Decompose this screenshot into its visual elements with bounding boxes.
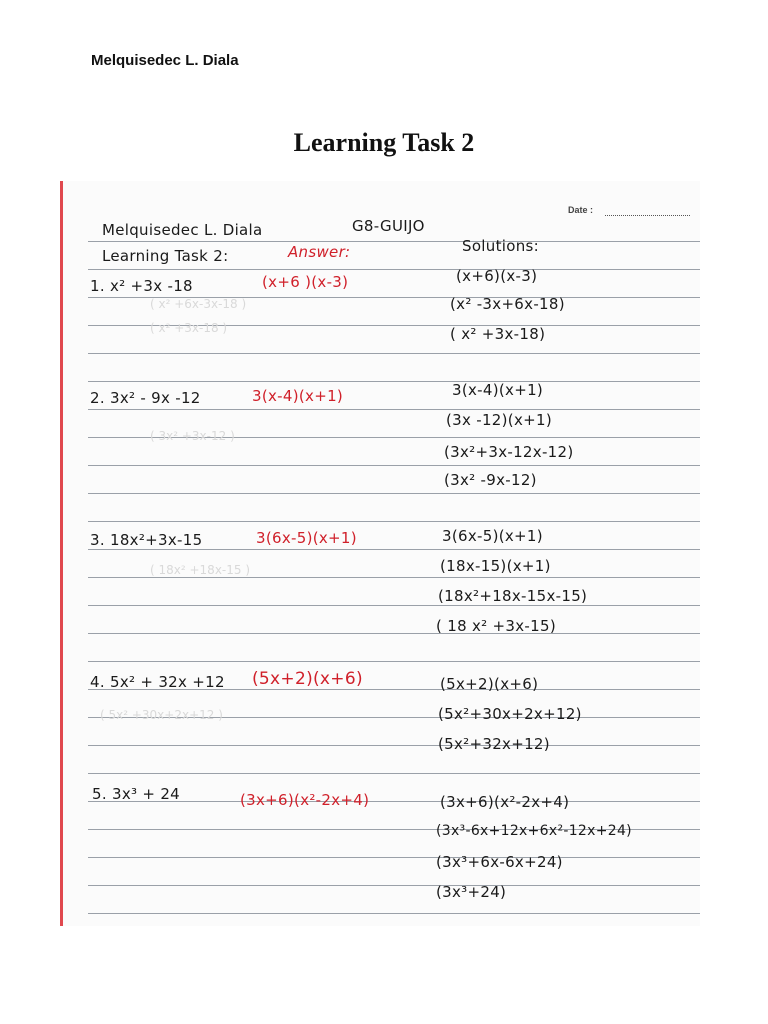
ruled-line [88, 913, 700, 914]
step-5-3: (3x³+6x-6x+24) [436, 853, 563, 871]
ruled-line [88, 745, 700, 746]
ruled-line [88, 857, 700, 858]
ruled-line [88, 661, 700, 662]
problem-1: 1. x² +3x -18 [90, 277, 193, 295]
step-1-2: (x² -3x+6x-18) [450, 295, 565, 313]
answer-5: (3x+6)(x²-2x+4) [240, 791, 370, 809]
solutions-label: Solutions: [462, 237, 539, 255]
ruled-line [88, 633, 700, 634]
problem-3: 3. 18x²+3x-15 [90, 531, 203, 549]
header-task: Learning Task 2: [102, 247, 229, 265]
step-4-3: (5x²+32x+12) [438, 735, 550, 753]
step-3-1: 3(6x-5)(x+1) [442, 527, 543, 545]
ghost-mark: ( x² +6x-3x-18 ) [150, 297, 247, 311]
problem-5: 5. 3x³ + 24 [92, 785, 181, 803]
step-3-2: (18x-15)(x+1) [440, 557, 551, 575]
step-5-4: (3x³+24) [436, 883, 507, 901]
ghost-mark: ( 18x² +18x-15 ) [150, 563, 251, 577]
step-2-2: (3x -12)(x+1) [446, 411, 552, 429]
header-name: Melquisedec L. Diala [102, 221, 263, 239]
answer-3: 3(6x-5)(x+1) [256, 529, 357, 547]
ruled-line [88, 521, 700, 522]
step-2-3: (3x²+3x-12x-12) [444, 443, 574, 461]
notebook-photo [60, 181, 700, 926]
date-line [605, 215, 690, 216]
ruled-line [88, 269, 700, 270]
step-1-1: (x+6)(x-3) [456, 267, 538, 285]
ruled-line [88, 549, 700, 550]
page-title: Learning Task 2 [293, 128, 475, 157]
step-1-3: ( x² +3x-18) [450, 325, 546, 343]
step-2-4: (3x² -9x-12) [444, 471, 537, 489]
step-4-1: (5x+2)(x+6) [440, 675, 539, 693]
step-5-1: (3x+6)(x²-2x+4) [440, 793, 570, 811]
step-3-4: ( 18 x² +3x-15) [436, 617, 556, 635]
ruled-line [88, 577, 700, 578]
answer-label: Answer: [288, 243, 351, 261]
ruled-line [88, 493, 700, 494]
problem-4: 4. 5x² + 32x +12 [90, 673, 225, 691]
answer-2: 3(x-4)(x+1) [252, 387, 344, 405]
answer-1: (x+6 )(x-3) [262, 273, 349, 291]
step-4-2: (5x²+30x+2x+12) [438, 705, 582, 723]
step-2-1: 3(x-4)(x+1) [452, 381, 544, 399]
ruled-line [88, 409, 700, 410]
ruled-line [88, 353, 700, 354]
ghost-mark: ( 5x² +30x+2x+12 ) [100, 708, 223, 722]
ruled-line [88, 241, 700, 242]
problem-2: 2. 3x² - 9x -12 [90, 389, 201, 407]
margin-line [60, 181, 63, 926]
ghost-mark: ( x² +3x-18 ) [150, 321, 228, 335]
ghost-mark: ( 3x² +3x-12 ) [150, 429, 235, 443]
ruled-line [88, 381, 700, 382]
step-5-2: (3x³-6x+12x+6x²-12x+24) [436, 823, 632, 839]
ruled-line [88, 465, 700, 466]
date-label: Date : [568, 205, 594, 215]
author-name: Melquisedec L. Diala [91, 52, 239, 69]
ruled-line [88, 605, 700, 606]
step-3-3: (18x²+18x-15x-15) [438, 587, 588, 605]
ruled-line [88, 773, 700, 774]
header-section: G8-GUIJO [352, 217, 425, 235]
ruled-line [88, 885, 700, 886]
answer-4: (5x+2)(x+6) [252, 669, 363, 689]
